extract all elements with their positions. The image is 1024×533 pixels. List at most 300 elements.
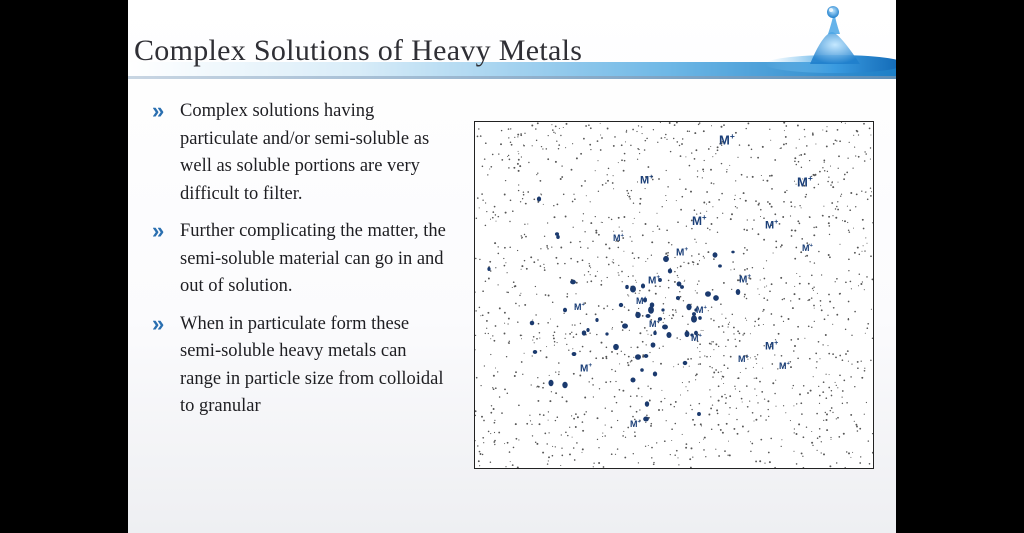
metal-ion-label [613, 234, 624, 243]
dissolved-dot [519, 305, 520, 306]
dissolved-dot [613, 259, 614, 260]
dissolved-dot [617, 420, 618, 421]
metal-ion-label [649, 320, 660, 329]
dissolved-dot [547, 463, 548, 464]
dissolved-dot [573, 227, 574, 228]
dissolved-dot [647, 386, 648, 387]
dissolved-dot [828, 254, 830, 256]
dissolved-dot [613, 188, 614, 189]
dissolved-dot [549, 400, 551, 402]
dissolved-dot [769, 290, 771, 292]
dissolved-dot [675, 423, 677, 425]
dissolved-dot [477, 136, 479, 138]
dissolved-dot [686, 443, 688, 445]
particulate-blob [653, 331, 656, 335]
dissolved-dot [746, 298, 748, 300]
title-underline [128, 76, 896, 79]
dissolved-dot [523, 191, 524, 192]
dissolved-dot [628, 364, 630, 366]
dissolved-dot [572, 201, 574, 203]
dissolved-dot [790, 215, 791, 216]
dissolved-dot [795, 247, 797, 249]
dissolved-dot [727, 326, 728, 327]
dissolved-dot [838, 168, 839, 169]
dissolved-dot [754, 326, 755, 327]
dissolved-dot [807, 300, 808, 301]
dissolved-dot [750, 157, 751, 158]
dissolved-dot [757, 402, 758, 403]
ion-symbol: M [636, 296, 644, 306]
dissolved-dot [666, 139, 667, 140]
ion-symbol: M [648, 275, 657, 287]
dissolved-dot [848, 258, 850, 260]
dissolved-dot [677, 457, 678, 458]
dissolved-dot [669, 315, 670, 316]
dissolved-dot [739, 391, 740, 392]
dissolved-dot [546, 443, 547, 444]
dissolved-dot [585, 125, 587, 127]
dissolved-dot [722, 213, 723, 214]
dissolved-dot [761, 175, 762, 176]
dissolved-dot [483, 442, 484, 443]
dissolved-dot [480, 315, 481, 316]
dissolved-dot [507, 272, 508, 273]
dissolved-dot [493, 375, 495, 377]
particulate-blob [705, 291, 711, 297]
dissolved-dot [836, 140, 837, 141]
dissolved-dot [526, 268, 528, 270]
dissolved-dot [774, 354, 775, 355]
dissolved-dot [721, 126, 723, 128]
dissolved-dot [490, 219, 491, 220]
dissolved-dot [794, 157, 796, 159]
dissolved-dot [809, 216, 811, 218]
dissolved-dot [871, 309, 872, 310]
dissolved-dot [709, 389, 710, 390]
dissolved-dot [592, 378, 594, 380]
dissolved-dot [872, 338, 873, 339]
dissolved-dot [601, 137, 603, 139]
dissolved-dot [750, 451, 751, 452]
dissolved-dot [537, 259, 538, 260]
dissolved-dot [822, 215, 824, 217]
dissolved-dot [612, 309, 613, 310]
dissolved-dot [632, 266, 633, 267]
dissolved-dot [555, 371, 556, 372]
dissolved-dot [630, 406, 632, 408]
dissolved-dot [582, 448, 584, 450]
dissolved-dot [866, 243, 867, 244]
dissolved-dot [665, 254, 666, 255]
dissolved-dot [863, 245, 864, 246]
dissolved-dot [689, 165, 691, 167]
dissolved-dot [869, 463, 871, 465]
dissolved-dot [766, 260, 767, 261]
dissolved-dot [633, 453, 634, 454]
dissolved-dot [588, 271, 589, 272]
dissolved-dot [823, 453, 825, 455]
dissolved-dot [704, 160, 705, 161]
dissolved-dot [548, 411, 549, 412]
dissolved-dot [517, 134, 519, 136]
dissolved-dot [796, 463, 798, 465]
dissolved-dot [723, 331, 724, 332]
dissolved-dot [624, 160, 626, 162]
dissolved-dot [847, 222, 848, 223]
dissolved-dot [533, 261, 535, 263]
dissolved-dot [516, 438, 518, 440]
dissolved-dot [499, 396, 501, 398]
dissolved-dot [859, 428, 861, 430]
dissolved-dot [800, 402, 802, 404]
dissolved-dot [505, 212, 507, 214]
dissolved-dot [727, 367, 729, 369]
dissolved-dot [768, 416, 769, 417]
dissolved-dot [711, 306, 712, 307]
dissolved-dot [638, 308, 639, 309]
dissolved-dot [492, 335, 493, 336]
dissolved-dot [725, 402, 726, 403]
dissolved-dot [857, 367, 859, 369]
dissolved-dot [783, 122, 785, 124]
dissolved-dot [799, 205, 800, 206]
dissolved-dot [614, 136, 616, 138]
dissolved-dot [564, 263, 565, 264]
dissolved-dot [597, 140, 599, 142]
particulate-blob [582, 330, 587, 335]
dissolved-dot [598, 191, 599, 192]
dissolved-dot [521, 156, 522, 157]
dissolved-dot [771, 283, 773, 285]
dissolved-dot [846, 402, 848, 404]
dissolved-dot [842, 397, 843, 398]
particulate-blob [530, 321, 535, 326]
dissolved-dot [721, 314, 722, 315]
dissolved-dot [674, 124, 676, 126]
dissolved-dot [811, 327, 812, 328]
dissolved-dot [540, 350, 542, 352]
dissolved-dot [571, 169, 573, 171]
dissolved-dot [573, 418, 575, 420]
dissolved-dot [606, 347, 608, 349]
dissolved-dot [575, 293, 576, 294]
dissolved-dot [624, 153, 626, 155]
dissolved-dot [695, 149, 697, 151]
dissolved-dot [801, 238, 803, 240]
dissolved-dot [791, 205, 793, 207]
dissolved-dot [656, 442, 657, 443]
dissolved-dot [651, 241, 653, 243]
dissolved-dot [698, 364, 699, 365]
dissolved-dot [575, 426, 577, 428]
dissolved-dot [626, 190, 628, 192]
dissolved-dot [555, 133, 556, 134]
dissolved-dot [836, 278, 838, 280]
dissolved-dot [507, 292, 509, 294]
dissolved-dot [479, 465, 480, 466]
dissolved-dot [760, 279, 761, 280]
particulate-blob [662, 325, 668, 330]
dissolved-dot [555, 161, 557, 163]
dissolved-dot [606, 257, 608, 259]
dissolved-dot [851, 335, 852, 336]
dissolved-dot [861, 377, 863, 379]
dissolved-dot [854, 421, 855, 422]
dissolved-dot [561, 165, 562, 166]
dissolved-dot [837, 129, 839, 131]
dissolved-dot [600, 123, 601, 124]
dissolved-dot [772, 382, 774, 384]
particulate-blob [613, 344, 619, 350]
dissolved-dot [641, 126, 642, 127]
dissolved-dot [767, 201, 769, 203]
dissolved-dot [649, 352, 650, 353]
dissolved-dot [715, 449, 716, 450]
dissolved-dot [668, 242, 670, 244]
dissolved-dot [855, 424, 857, 426]
dissolved-dot [565, 432, 567, 434]
dissolved-dot [684, 280, 685, 281]
dissolved-dot [503, 258, 504, 259]
dissolved-dot [598, 462, 600, 464]
dissolved-dot [586, 313, 588, 315]
dissolved-dot [618, 265, 619, 266]
dissolved-dot [855, 206, 856, 207]
dissolved-dot [683, 366, 684, 367]
dissolved-dot [515, 371, 517, 373]
dissolved-dot [690, 405, 691, 406]
dissolved-dot [721, 396, 723, 398]
dissolved-dot [790, 339, 792, 341]
dissolved-dot [752, 176, 754, 178]
dissolved-dot [621, 230, 622, 231]
dissolved-dot [849, 142, 850, 143]
dissolved-dot [843, 433, 845, 435]
dissolved-dot [492, 154, 494, 156]
dissolved-dot [835, 217, 837, 219]
dissolved-dot [558, 144, 560, 146]
dissolved-dot [540, 265, 542, 267]
dissolved-dot [824, 161, 825, 162]
dissolved-dot [576, 282, 578, 284]
dissolved-dot [519, 165, 521, 167]
dissolved-dot [695, 290, 696, 291]
dissolved-dot [540, 248, 541, 249]
dissolved-dot [687, 390, 688, 391]
dissolved-dot [809, 358, 811, 360]
dissolved-dot [633, 223, 634, 224]
dissolved-dot [570, 258, 572, 260]
dissolved-dot [639, 290, 641, 292]
dissolved-dot [660, 401, 662, 403]
dissolved-dot [749, 401, 750, 402]
dissolved-dot [665, 134, 667, 136]
dissolved-dot [805, 196, 807, 198]
dissolved-dot [581, 452, 582, 453]
dissolved-dot [645, 261, 646, 262]
dissolved-dot [664, 318, 665, 319]
metal-ion-label [696, 306, 707, 315]
dissolved-dot [771, 175, 773, 177]
dissolved-dot [675, 401, 677, 403]
bullet-text: Further complicating the matter, the semi-soluble material can go in and out of solution. [180, 221, 446, 296]
dissolved-dot [521, 269, 522, 270]
dissolved-dot [717, 413, 719, 415]
dissolved-dot [614, 396, 616, 398]
dissolved-dot [806, 255, 808, 257]
dissolved-dot [703, 439, 704, 440]
dissolved-dot [699, 356, 700, 357]
dissolved-dot [832, 412, 833, 413]
dissolved-dot [577, 261, 579, 263]
dissolved-dot [868, 440, 869, 441]
dissolved-dot [707, 228, 709, 230]
dissolved-dot [762, 368, 763, 369]
dissolved-dot [517, 321, 519, 323]
dissolved-dot [694, 132, 696, 134]
dissolved-dot [744, 294, 746, 296]
dissolved-dot [524, 224, 525, 225]
dissolved-dot [679, 179, 680, 180]
dissolved-dot [700, 423, 702, 425]
dissolved-dot [579, 375, 581, 377]
particulate-blob [641, 284, 645, 289]
dissolved-dot [808, 326, 810, 328]
dissolved-dot [710, 146, 711, 147]
dissolved-dot [770, 140, 771, 141]
dissolved-dot [667, 255, 669, 257]
dissolved-dot [744, 296, 745, 297]
dissolved-dot [521, 235, 522, 236]
dissolved-dot [522, 374, 523, 375]
dissolved-dot [856, 426, 858, 428]
dissolved-dot [829, 465, 831, 467]
dissolved-dot [827, 171, 828, 172]
dissolved-dot [605, 408, 606, 409]
dissolved-dot [800, 154, 802, 156]
dissolved-dot [637, 181, 638, 182]
dissolved-dot [704, 437, 706, 439]
dissolved-dot [650, 425, 652, 427]
dissolved-dot [828, 353, 830, 355]
dissolved-dot [771, 313, 773, 315]
dissolved-dot [524, 133, 525, 134]
dissolved-dot [750, 441, 751, 442]
dissolved-dot [728, 441, 729, 442]
dissolved-dot [718, 385, 720, 387]
dissolved-dot [576, 157, 578, 159]
dissolved-dot [854, 311, 856, 313]
dissolved-dot [832, 353, 834, 355]
dissolved-dot [649, 400, 651, 402]
dissolved-dot [865, 153, 867, 155]
dissolved-dot [536, 443, 538, 445]
dissolved-dot [783, 143, 785, 145]
dissolved-dot [794, 181, 795, 182]
dissolved-dot [492, 387, 493, 388]
dissolved-dot [808, 299, 810, 301]
dissolved-dot [870, 255, 872, 257]
dissolved-dot [555, 125, 557, 127]
dissolved-dot [531, 424, 532, 425]
dissolved-dot [746, 385, 748, 387]
dissolved-dot [501, 412, 503, 414]
dissolved-dot [799, 393, 801, 395]
dissolved-dot [685, 188, 687, 190]
dissolved-dot [521, 335, 522, 336]
dissolved-dot [870, 134, 871, 135]
dissolved-dot [646, 330, 647, 331]
dissolved-dot [669, 122, 671, 124]
dissolved-dot [780, 148, 781, 149]
dissolved-dot [831, 395, 833, 397]
dissolved-dot [832, 324, 833, 325]
ion-symbol: M [574, 302, 582, 312]
dissolved-dot [697, 170, 698, 171]
dissolved-dot [764, 398, 765, 399]
dissolved-dot [484, 158, 486, 160]
dissolved-dot [828, 222, 830, 224]
dissolved-dot [590, 222, 592, 224]
dissolved-dot [554, 331, 556, 333]
dissolved-dot [717, 149, 719, 151]
dissolved-dot [738, 377, 740, 379]
dissolved-dot [668, 280, 670, 282]
dissolved-dot [698, 253, 700, 255]
dissolved-dot [582, 346, 584, 348]
dissolved-dot [813, 286, 814, 287]
metal-ion-label [691, 334, 702, 343]
dissolved-dot [826, 429, 828, 431]
ion-symbol: M [696, 305, 704, 315]
dissolved-dot [755, 377, 757, 379]
dissolved-dot [782, 216, 784, 218]
dissolved-dot [828, 177, 829, 178]
dissolved-dot [763, 324, 764, 325]
dissolved-dot [718, 326, 720, 328]
dissolved-dot [723, 124, 725, 126]
dissolved-dot [731, 213, 733, 215]
dissolved-dot [872, 279, 873, 281]
bullet-chevron-icon: » [152, 310, 165, 336]
dissolved-dot [711, 125, 712, 126]
dissolved-dot [571, 415, 572, 416]
dissolved-dot [692, 456, 693, 457]
dissolved-dot [607, 174, 608, 175]
dissolved-dot [634, 435, 636, 437]
dissolved-dot [755, 460, 757, 462]
dissolved-dot [760, 209, 762, 211]
dissolved-dot [630, 236, 631, 237]
dissolved-dot [811, 431, 812, 432]
dissolved-dot [734, 269, 735, 270]
dissolved-dot [590, 280, 592, 282]
dissolved-dot [737, 378, 738, 379]
dissolved-dot [848, 319, 850, 321]
dissolved-dot [582, 421, 584, 423]
dissolved-dot [519, 295, 520, 296]
dissolved-dot [742, 426, 744, 428]
dissolved-dot [799, 283, 801, 285]
dissolved-dot [566, 123, 568, 125]
dissolved-dot [509, 341, 510, 342]
dissolved-dot [825, 397, 827, 399]
dissolved-dot [486, 211, 487, 212]
dissolved-dot [734, 199, 735, 200]
dissolved-dot [721, 378, 722, 379]
dissolved-dot [638, 125, 639, 126]
dissolved-dot [845, 329, 846, 330]
